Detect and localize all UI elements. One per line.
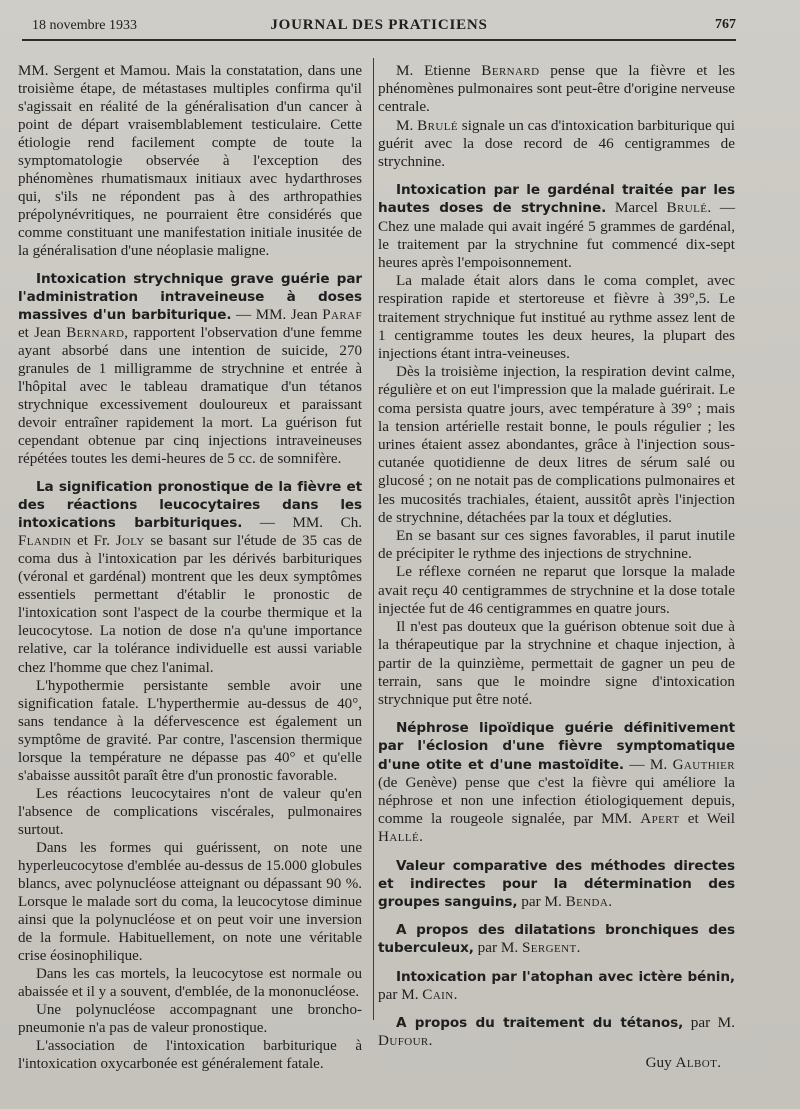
author-name: Brulé [666, 199, 708, 217]
section-signification-pronostique: La signification pronostique de la fièvre et des réactions leucocytaires dans les intoxications barbituriques. — MM. Ch. Flandin et Fr. Joly se basant sur l'étude de 35 cas de coma dus à l'intoxication par les dérivés barbituriques (véronal et gardénal) montrent que les deux symptômes essentiels permettant d'établir le pronostic de l'intoxication sont l'aspect de la courbe thermique et la leucocytose. La notion de dose n'a qu'une importance relative, car la tolérance individuelle est aussi variable chez l'homme que chez l'animal. [18, 479, 362, 676]
right-column [378, 62, 735, 1073]
paragraph: Il n'est pas douteux que la guérison obtenue soit due à la thérapeutique par la strychnine et chaque injection, à partir de la quinzième, permettait de gagner un peu de terrain, sans que le moindre signe d'intoxication strychnique put être noté. [378, 618, 735, 708]
author-name: Cain [422, 985, 454, 1003]
author-name: Bernard [66, 325, 125, 342]
paragraph: En se basant sur ces signes favorables, il parut inutile de précipiter le rythme des injections de strychnine. [378, 527, 735, 563]
paragraph: M. Brulé signale un cas d'intoxication barbiturique qui guérit avec la dose record de 46 centigrammes de strychnine. [378, 116, 735, 171]
author-name: Albot [675, 1054, 718, 1072]
author-name: Flandin [18, 533, 72, 550]
section-heading: Intoxication par l'atophan avec ictère bénin, [396, 968, 735, 985]
paragraph: Une polynucléose accompagnant une broncho-pneumonie n'a pas de valeur pronostique. [18, 1001, 362, 1036]
section-heading: La signification pronostique de la fièvre et des réactions leucocytaires dans les intoxications barbituriques. [18, 479, 362, 532]
author-name: Hallé [378, 828, 420, 846]
section-heading: Intoxication par le gardénal traitée par les hautes doses de strychnine. [378, 182, 735, 217]
signature: Guy Albot. [645, 1054, 721, 1072]
paragraph: Le réflexe cornéen ne reparut que lorsque la malade avait reçu 40 centigrammes de strychnine et la dose totale injectée fut de 46 centigrammes en quatre jours. [378, 563, 735, 617]
section-tetanos: A propos du traitement du tétanos, par M. Dufour. [378, 1013, 735, 1050]
section-gardenal: Intoxication par le gardénal traitée par les hautes doses de strychnine. Marcel Brulé. — Chez une malade qui avait ingéré 5 grammes de gardénal, le traitement par la strychnine fut commencé dix-sept heures après l'empoisonnement. [378, 182, 736, 272]
author-name: Bernard [481, 62, 540, 79]
paragraph: Dans les cas mortels, la leucocytose est normale ou abaissée et il y a souvent, d'emblée, de la mononucléose. [18, 965, 362, 1000]
section-atophan: Intoxication par l'atophan avec ictère bénin, par M. Cain. [378, 968, 735, 1003]
paragraph: M. Etienne Bernard pense que la fièvre et les phénomènes pulmonaires sont peut-être d'origine nerveuse centrale. [378, 62, 735, 116]
header-rule [22, 39, 736, 41]
paragraph: Dès la troisième injection, la respiration devint calme, régulière et on eut l'impression que la malade guérirait. Le coma persista quatre jours, avec température à 39° ; mais la tension artérielle restait bonne, le pouls régulier ; les urines étaient assez abondantes, grâce à l'injection sous-cutanée quotidienne de deux litres de sérum salé ou glucosé ; on ne notait pas de complications pulmonaires et les mucosités trachiales, étaient, aussitôt après l'injection de strychnine, détachées par la toux et dégluties. [378, 363, 735, 526]
author-name: Paraf [322, 307, 362, 324]
author-name: Sergent [521, 939, 577, 957]
page-number: 767 [715, 17, 736, 32]
paragraph: Les réactions leucocytaires n'ont de valeur qu'en l'absence de complications viscérales, pulmonaires surtout. [18, 785, 362, 838]
section-nephrose: Néphrose lipoïdique guérie définitivement par l'éclosion d'une fièvre symptomatique d'une otite et d'une mastoïdite. — M. Gauthier (de Genève) pense que c'est la fièvre qui améliore la néphrose et non une infection étiologiquement depuis, comme la rougeole signalée, par MM. Apert et Weil Hallé. [378, 720, 736, 846]
paragraph: Dans les formes qui guérissent, on note une hyperleucocytose d'emblée au-dessus de 15.000 globules blancs, avec polynucléose atteignant ou dépassant 90 %. Lorsque le malade sort du coma, la leucocytose diminue ainsi que la polynucléose et on peut voir une inversion de la formule. Habituellement, on note une véritable crise éosinophilique. [18, 839, 362, 964]
section-heading: A propos des dilatations bronchiques des tuberculeux, [378, 922, 735, 957]
paragraph: L'association de l'intoxication barbiturique à l'intoxication oxycarbonée est généralement fatale. [18, 1037, 362, 1072]
author-name: Benda [565, 892, 609, 910]
author-name: Joly [115, 533, 145, 550]
author-name: Brulé [417, 116, 458, 134]
page-header [22, 16, 736, 38]
section-intoxication-strychnique: Intoxication strychnique grave guérie par l'administration intraveineuse à doses massives d'un barbiturique. — MM. Jean Paraf et Jean Bernard, rapportent l'observation d'une femme ayant absorbé dans une intention de suicide, 270 granules de 1 milligramme de strychnine et entrée à l'hôpital avec le tableau dramatique d'un tétanos strychnique excessivement douloureux et paraissant devoir entraîner rapidement la mort. La guérison fut cependant obtenue par cinq injections intraveineuses répétées toutes les demi-heures de 5 cc. de somnifère. [18, 271, 362, 468]
issue-date: 18 novembre 1933 [32, 18, 137, 33]
author-name: Apert [640, 810, 680, 828]
column-divider [373, 58, 374, 1020]
author-name: Gauthier [672, 755, 736, 773]
section-dilatations-bronchiques: A propos des dilatations bronchiques des tuberculeux, par M. Sergent. [378, 922, 735, 957]
journal-title: JOURNAL DES PRATICIENS [270, 17, 488, 33]
paragraph: MM. Sergent et Mamou. Mais la constatation, dans une troisième étape, de métastases multiples confirma qu'il s'agissait en réalité de la généralisation d'un cancer à point de départ vraisemblablement testiculaire. Cette étiologie rend facilement compte de toute la symptomatologie observée à l'exception des phénomènes rhumatismaux initiaux avec hydarthroses qui, s'ils ne répondent pas à des arthropathies prépolynévritiques, ne pourraient être considérés que comme constituant une manifestation initiale inusitée de la généralisation d'une néoplasie maligne. [18, 63, 362, 260]
section-groupes-sanguins: Valeur comparative des méthodes directes et indirectes pour la détermination des groupes sanguins, par M. Benda. [378, 857, 735, 910]
paragraph: La malade était alors dans le coma complet, avec respiration rapide et stertoreuse et fièvre à 39°,5. Le traitement strychnique fut institué au rythme assez lent de 1 centigramme toutes les deux heures, la plupart des injections étant intra-veineuses. [378, 272, 735, 363]
paragraph: L'hypothermie persistante semble avoir une signification fatale. L'hyperthermie au-dessus de 40°, sans tendance à la défervescence est également un symptôme de gravité. Par contre, l'ascension thermique lorsque la température ne dépasse pas 40° et qu'elle s'abaisse aussitôt paraît être d'un pronostic favorable. [18, 677, 362, 784]
author-name: Dufour [378, 1032, 429, 1050]
section-heading: Néphrose lipoïdique guérie définitivement par l'éclosion d'une fièvre symptomatique d'une otite et d'une mastoïdite. [378, 720, 735, 773]
section-heading: A propos du traitement du tétanos, [396, 1014, 684, 1031]
section-heading: Valeur comparative des méthodes directes et indirectes pour la détermination des groupes sanguins, [378, 857, 735, 910]
left-column [18, 62, 362, 1073]
section-heading: Intoxication strychnique grave guérie par l'administration intraveineuse à doses massives d'un barbiturique. [18, 271, 362, 324]
